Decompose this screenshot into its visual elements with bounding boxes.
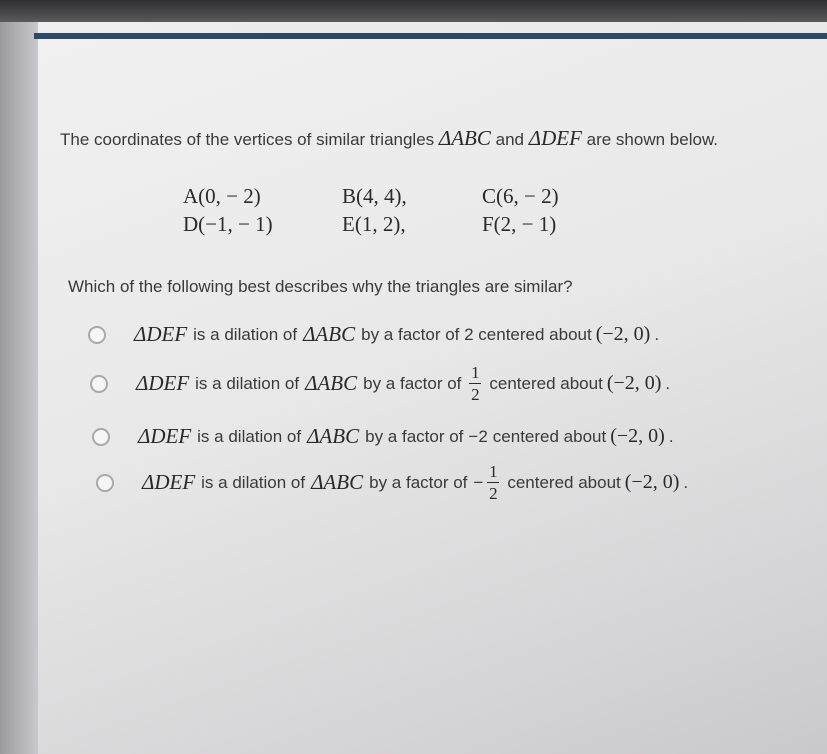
fraction-numerator: 1 — [471, 363, 480, 382]
answer-option-1[interactable] — [88, 322, 659, 347]
answer-option-2[interactable] — [90, 364, 670, 403]
option-center: (−2, 0) — [595, 323, 651, 345]
radio-button[interactable] — [90, 375, 108, 393]
question-text: Which of the following best describes why the triangles are similar? — [68, 277, 573, 296]
option-text: by a factor of — [363, 373, 462, 393]
option-negative-sign: − — [473, 472, 484, 492]
fraction-one-half — [487, 463, 499, 502]
answer-option-3[interactable] — [92, 424, 674, 449]
fraction-bar — [469, 383, 481, 384]
option-center: (−2, 0) — [606, 372, 662, 394]
option-period: . — [654, 324, 660, 344]
fraction-denominator: 2 — [471, 385, 480, 404]
vertex-d: D(−1, − 1) — [183, 212, 273, 236]
fraction-denominator: 2 — [489, 484, 498, 503]
radio-button[interactable] — [92, 428, 110, 446]
answer-option-4[interactable] — [96, 463, 688, 502]
triangle-abc: ΔABC — [438, 126, 491, 150]
vertex-c: C(6, − 2) — [482, 184, 559, 208]
option-triangle-abc: ΔABC — [311, 470, 364, 494]
vertex-f: F(2, − 1) — [482, 212, 557, 236]
option-text: is a dilation of — [197, 426, 302, 446]
option-text: is a dilation of — [195, 373, 300, 393]
fraction-one-half — [469, 364, 481, 403]
prompt-suffix: are shown below. — [586, 130, 719, 149]
option-period: . — [665, 373, 671, 393]
option-center: (−2, 0) — [624, 471, 680, 493]
prompt-prefix: The coordinates of the vertices of similar triangles — [60, 130, 435, 149]
option-triangle-abc: ΔABC — [305, 371, 358, 395]
prompt-and: and — [495, 130, 525, 149]
fraction-numerator: 1 — [489, 462, 498, 481]
option-triangle-abc: ΔABC — [307, 424, 360, 448]
option-triangle-def: ΔDEF — [134, 322, 188, 346]
option-triangle-def: ΔDEF — [142, 470, 196, 494]
option-factor: −2 — [468, 426, 488, 446]
option-text: by a factor of 2 centered about — [361, 324, 592, 344]
problem-statement — [60, 126, 718, 151]
option-text: centered about — [507, 472, 621, 492]
option-center: (−2, 0) — [610, 425, 665, 447]
top-bezel-strip — [0, 0, 827, 22]
option-text: centered about — [492, 426, 607, 446]
option-text: is a dilation of — [201, 472, 306, 492]
vertex-b: B(4, 4), — [342, 184, 407, 208]
vertex-e: E(1, 2), — [342, 212, 406, 236]
header-divider-bar — [34, 33, 827, 39]
option-text: by a factor of — [365, 426, 464, 446]
vertex-a: A(0, − 2) — [183, 184, 261, 208]
radio-button[interactable] — [96, 474, 114, 492]
option-text: is a dilation of — [193, 324, 298, 344]
option-text: by a factor of — [369, 472, 468, 492]
radio-button[interactable] — [88, 326, 106, 344]
option-triangle-def: ΔDEF — [136, 371, 190, 395]
fraction-bar — [487, 482, 499, 483]
left-edge-shade — [0, 22, 38, 754]
option-triangle-def: ΔDEF — [138, 424, 192, 448]
option-period: . — [668, 426, 674, 446]
option-period: . — [683, 472, 689, 492]
option-text: centered about — [489, 373, 603, 393]
option-triangle-abc: ΔABC — [303, 322, 356, 346]
triangle-def: ΔDEF — [528, 126, 582, 150]
